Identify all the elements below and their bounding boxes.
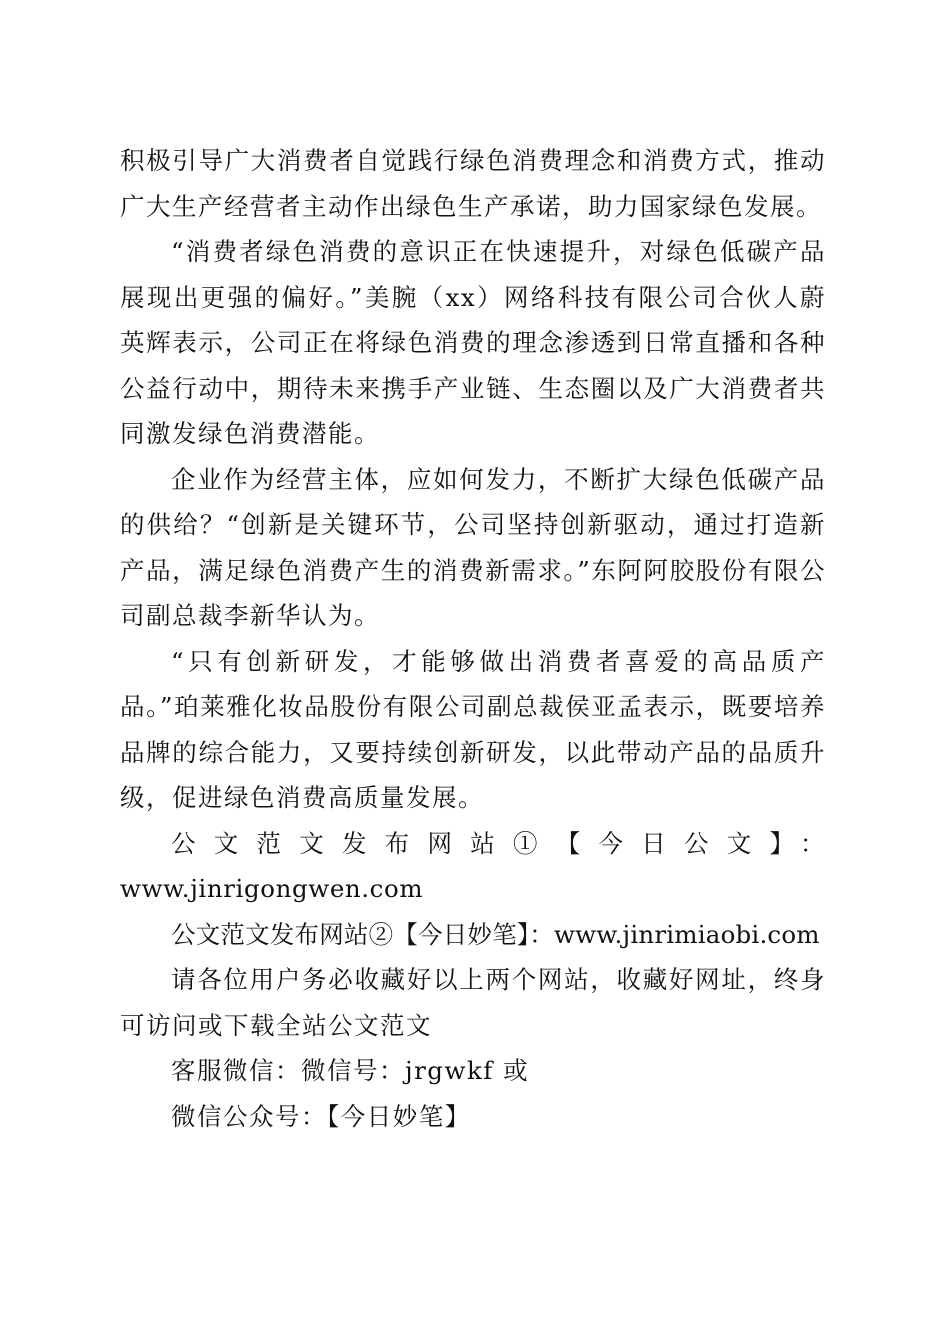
footer-service-wechat: 客服微信：微信号：jrgwkf 或 <box>171 1056 530 1085</box>
footer-site-1-title: 公文范文发布网站①【今日公文】： <box>171 828 826 858</box>
footer-official-account: 微信公众号：【今日妙笔】 <box>171 1101 471 1131</box>
footer-site-1 <box>120 821 826 867</box>
footer-site-1-url[interactable]: www.jinrigongwen.com <box>120 874 424 903</box>
paragraph-3: 企业作为经营主体，应如何发力，不断扩大绿色低碳产品的供给？“创新是关键环节，公司坚持创新驱动，通过打造新产品，满足绿色消费产生的消费新需求。”东阿阿胶股份有限公司副总裁李新华认为。 <box>120 464 826 630</box>
document-page <box>120 138 826 1139</box>
footer-site-2: 公文范文发布网站②【今日妙笔】：www.jinrimiaobi.com <box>171 919 820 949</box>
paragraph-2: “消费者绿色消费的意识正在快速提升，对绿色低碳产品展现出更强的偏好。”美腕（xx）网络科技有限公司合伙人蔚英辉表示，公司正在将绿色消费的理念渗透到日常直播和各种公益行动中，期待未来携手产业链、生态圈以及广大消费者共同激发绿色消费潜能。 <box>120 237 826 448</box>
footer-notice: 请各位用户务必收藏好以上两个网站，收藏好网址，终身可访问或下载全站公文范文 <box>120 965 826 1040</box>
paragraph-4: “只有创新研发，才能够做出消费者喜爱的高品质产品。”珀莱雅化妆品股份有限公司副总裁侯亚孟表示，既要培养品牌的综合能力，又要持续创新研发，以此带动产品的品质升级，促进绿色消费高质量发展。 <box>120 646 826 812</box>
paragraph-1: 积极引导广大消费者自觉践行绿色消费理念和消费方式，推动广大生产经营者主动作出绿色生产承诺，助力国家绿色发展。 <box>120 146 826 221</box>
